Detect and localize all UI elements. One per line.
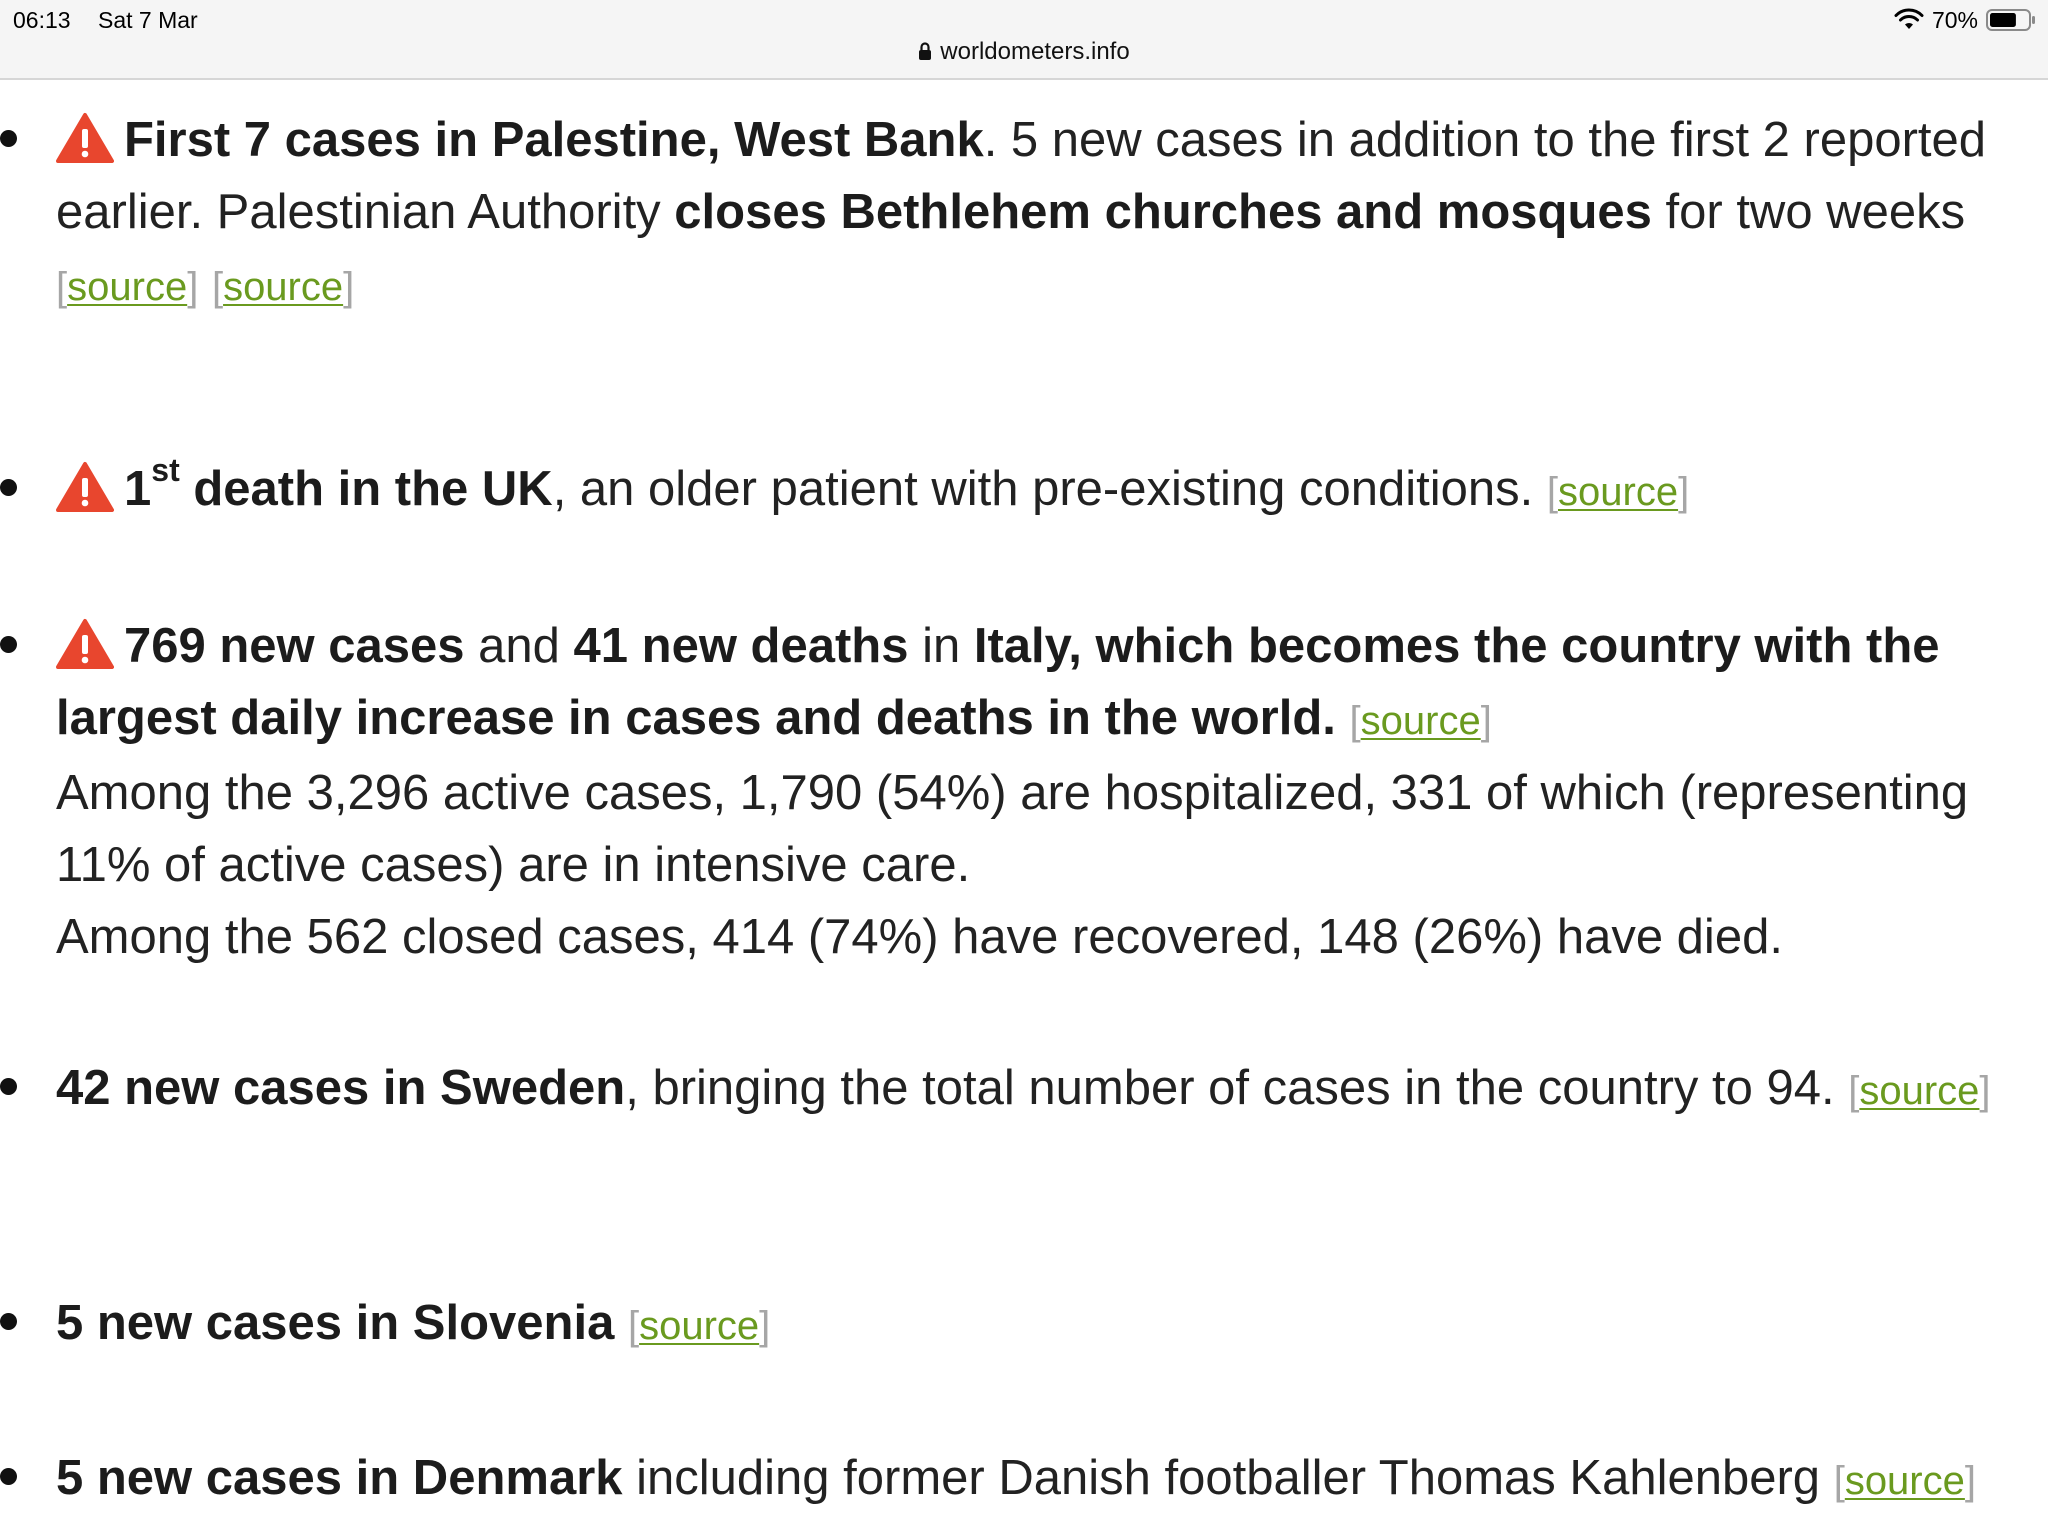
wifi-icon: [1894, 8, 1924, 32]
list-item: [56, 610, 2026, 973]
headline-bold: closes Bethlehem churches and mosques: [674, 185, 1652, 239]
bullet: [0, 636, 17, 653]
source-citation: [source]: [56, 265, 199, 309]
url-text: worldometers.info: [940, 38, 1130, 65]
item-text: . 5 new cases in addition to the first 2 reported earlier. Palestinian Authority: [56, 113, 1987, 239]
source-link[interactable]: source: [1859, 1069, 1980, 1113]
headline-bold: Italy, which becomes the country with the largest daily increase in cases and deaths in the world.: [56, 619, 1940, 745]
headline-bold: 5 new cases in Slovenia: [56, 1296, 615, 1350]
bullet: [0, 1313, 17, 1330]
url-bar[interactable]: [0, 38, 2048, 66]
lock-icon: [918, 41, 932, 61]
headline-bold: [124, 452, 553, 516]
warning-triangle-icon: [56, 461, 114, 513]
source-citation: [source]: [1848, 1069, 1991, 1113]
source-link[interactable]: source: [639, 1304, 760, 1348]
source-link[interactable]: source: [67, 265, 188, 309]
source-link[interactable]: source: [1558, 470, 1679, 514]
source-link[interactable]: source: [223, 265, 344, 309]
source-citation: [source]: [1833, 1459, 1976, 1503]
headline-bold: 769 new cases: [124, 619, 465, 673]
source-link[interactable]: source: [1360, 699, 1481, 743]
item-text: in: [908, 619, 974, 673]
warning-triangle-icon: [56, 618, 114, 670]
item-text: for two weeks: [1651, 185, 1966, 239]
list-item: [56, 104, 2026, 323]
list-item: [56, 1287, 2026, 1362]
closed-cases-text: Among the 562 closed cases, 414 (74%) have recovered, 148 (26%) have died.: [56, 910, 1783, 964]
warning-triangle-icon: [56, 112, 114, 164]
status-indicators: [1894, 6, 2036, 34]
item-text: , an older patient with pre-existing conditions.: [552, 462, 1534, 516]
headline-bold: First 7 cases in Palestine, West Bank: [124, 113, 984, 167]
headline-bold: 5 new cases in Denmark: [56, 1451, 623, 1505]
source-citation: [source]: [211, 265, 355, 309]
battery-icon: [1986, 8, 2036, 32]
source-citation: [source]: [1546, 470, 1690, 514]
active-cases-text: Among the 3,296 active cases, 1,790 (54%) are hospitalized, 331 of which (representing 11% of active cases) are in intensive care.: [56, 766, 1969, 892]
item-text: including former Danish footballer Thomas Kahlenberg: [622, 1451, 1821, 1505]
bullet: [0, 1468, 17, 1485]
headline-bold: 41 new deaths: [573, 619, 909, 673]
battery-percent: 70%: [1931, 6, 1978, 33]
ordinal-number: 1: [124, 462, 152, 516]
list-item: [56, 1442, 2026, 1517]
headline-bold: 42 new cases in Sweden: [56, 1061, 626, 1115]
bullet: [0, 130, 17, 147]
status-time: 06:13: [13, 7, 71, 33]
ordinal-suffix: st: [151, 452, 180, 488]
item-text: and: [464, 619, 574, 673]
source-citation: [source]: [1349, 699, 1492, 743]
status-date: Sat 7 Mar: [98, 7, 198, 33]
bullet: [0, 479, 17, 496]
source-link[interactable]: source: [1844, 1459, 1965, 1503]
source-citation: [source]: [627, 1304, 771, 1348]
list-item: [56, 453, 2026, 528]
status-and-url-bar: [0, 0, 2048, 80]
headline-rest: death in the UK: [179, 462, 553, 516]
bullet: [0, 1078, 17, 1095]
item-text: , bringing the total number of cases in the country to 94.: [625, 1061, 1835, 1115]
list-item: [56, 1052, 2026, 1127]
